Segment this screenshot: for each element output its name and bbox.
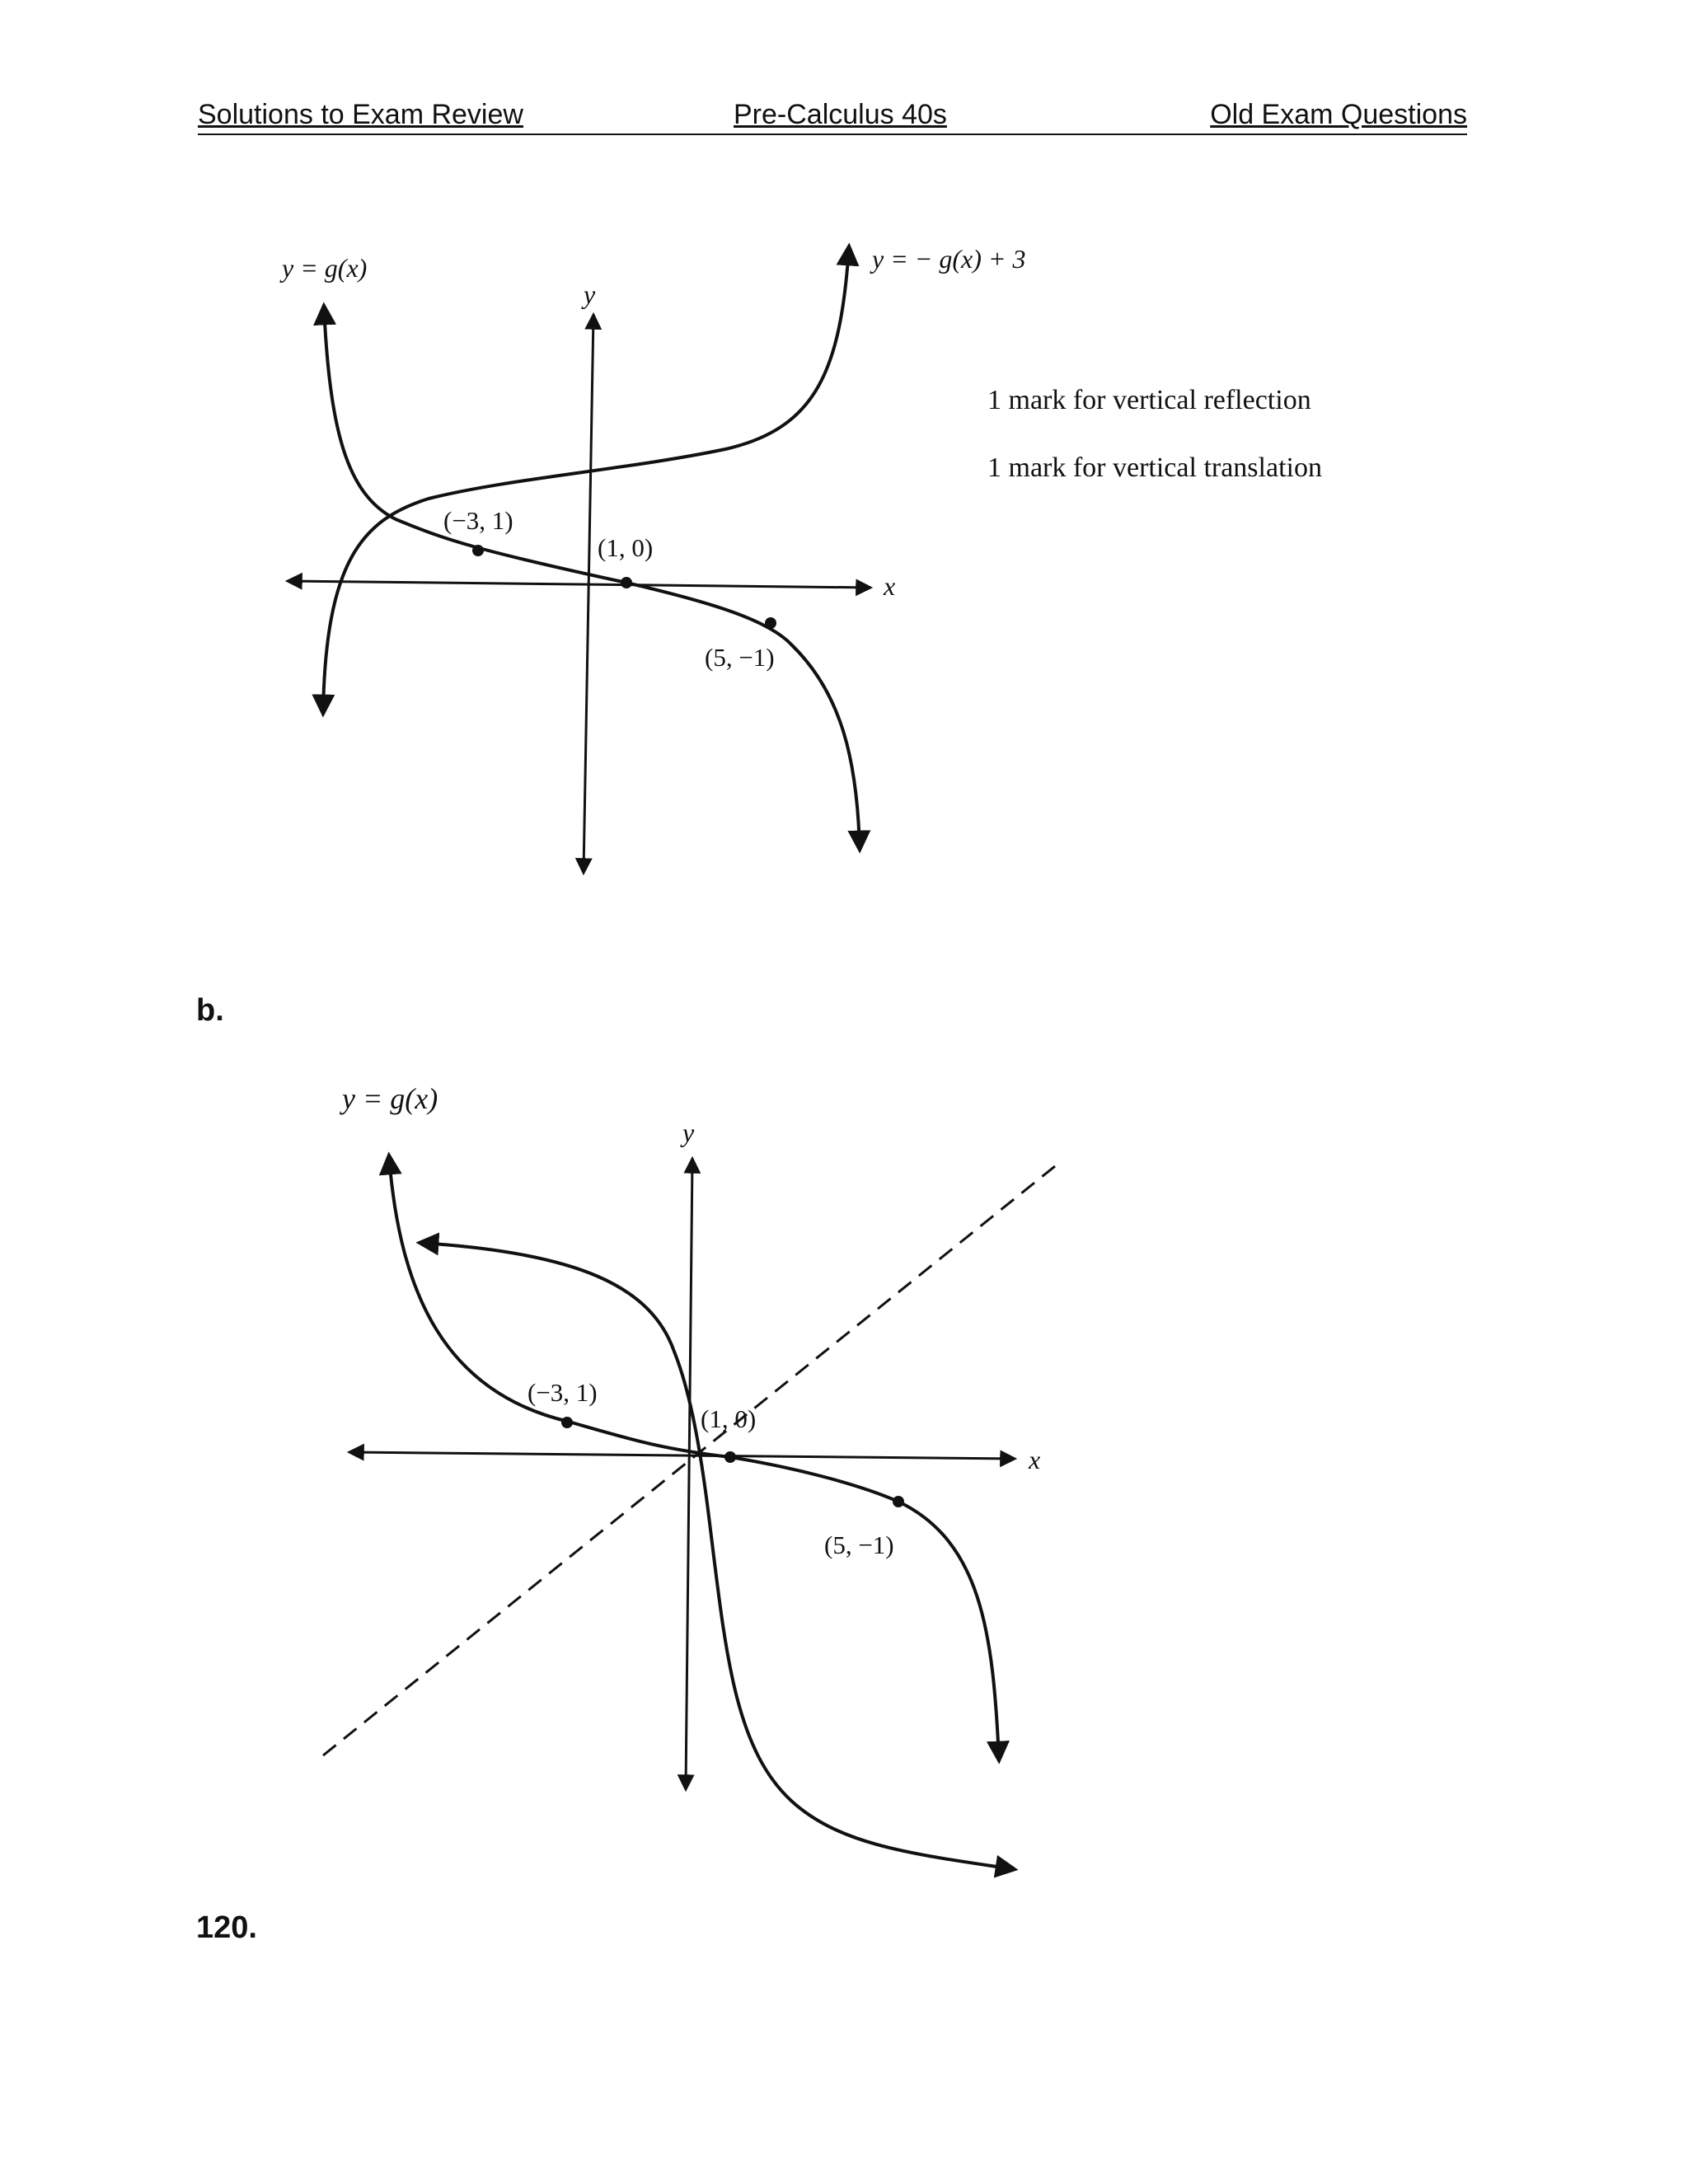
graph-b-point-b (724, 1451, 736, 1463)
graph-a-note-reflection: 1 mark for vertical reflection (987, 385, 1311, 415)
graph-a-y-axis (584, 316, 593, 872)
graph-b-label-g: y = g(x) (342, 1082, 438, 1115)
graph-a-point-b-label: (1, 0) (598, 533, 654, 562)
graph-a-point-b (621, 577, 632, 588)
graph-b-point-c-label: (5, −1) (824, 1530, 894, 1559)
graph-b-x-axis (350, 1452, 1014, 1459)
graph-a-label-transformed: y = − g(x) + 3 (872, 244, 1026, 274)
graph-b (323, 1082, 1055, 1869)
header-right: Old Exam Questions (1210, 99, 1467, 130)
graph-b-point-b-label: (1, 0) (701, 1404, 757, 1433)
graph-a-point-c (765, 617, 776, 629)
graph-b-point-a (561, 1417, 573, 1428)
graph-a (279, 244, 1322, 872)
graph-b-x-label: x (1029, 1445, 1041, 1474)
graph-a-point-a-label: (−3, 1) (443, 506, 513, 535)
graph-b-point-a-label: (−3, 1) (528, 1378, 598, 1407)
graph-a-point-a (472, 545, 484, 556)
graph-a-label-g: y = g(x) (282, 253, 368, 283)
graph-b-curve-inverse (420, 1243, 1014, 1869)
graph-b-y-axis (686, 1160, 692, 1788)
graph-b-point-c (893, 1496, 904, 1507)
section-label-120: 120. (196, 1910, 257, 1945)
graph-a-x-axis (288, 581, 870, 588)
graph-a-x-label: x (884, 571, 896, 601)
section-label-b: b. (196, 993, 224, 1028)
graph-a-note-translation: 1 mark for vertical translation (987, 452, 1322, 483)
graph-b-y-label: y (682, 1118, 695, 1147)
header-left: Solutions to Exam Review (198, 99, 523, 130)
graph-a-y-label: y (584, 279, 596, 309)
graph-a-point-c-label: (5, −1) (705, 643, 775, 672)
header-center: Pre-Calculus 40s (734, 99, 947, 130)
